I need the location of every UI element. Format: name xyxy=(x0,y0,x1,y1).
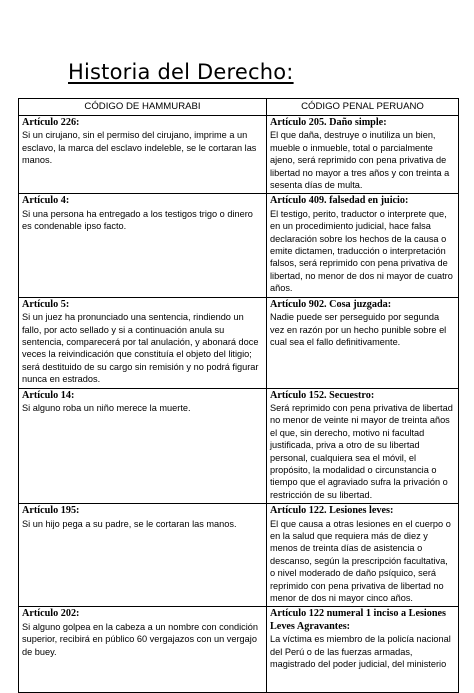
table-row xyxy=(19,116,459,194)
hammurabi-cell xyxy=(19,388,267,504)
article-text: La víctima es miembro de la policía nacional del Perú o de las fuerzas armadas, magistrado del poder judicial, del ministerio xyxy=(270,634,451,670)
article-heading: Artículo 195: xyxy=(22,505,80,517)
penal-cell xyxy=(267,297,459,388)
article-text: Si una persona ha entregado a los testigos trigo o dinero es condenable ipso facto. xyxy=(22,208,253,232)
table-row xyxy=(19,194,459,297)
penal-cell xyxy=(267,388,459,504)
hammurabi-cell xyxy=(19,297,267,388)
table-row xyxy=(19,504,459,607)
article-text: Será reprimido con pena privativa de libertad no menor de veinte ni mayor de treinta años el que, sin derecho, motivo ni facultad justificada, priva a otro de su libertad personal, cualquiera sea el móvil, el propósito, la modalidad o circunstancia o tiempo que el agraviado sufra la privación o restricción de su libertad. xyxy=(270,402,453,500)
penal-cell xyxy=(267,194,459,297)
article-heading: Artículo 5: xyxy=(22,298,70,310)
article-text: Si alguno roba un niño merece la muerte. xyxy=(22,402,191,413)
article-heading: Artículo 202: xyxy=(22,608,80,620)
document-title: Historia del Derecho: xyxy=(68,60,294,84)
article-heading: Artículo 122. Lesiones leves: xyxy=(270,505,394,517)
penal-cell xyxy=(267,116,459,194)
table-row xyxy=(19,388,459,504)
penal-cell xyxy=(267,607,459,693)
article-heading: Artículo 902. Cosa juzgada: xyxy=(270,298,392,310)
hammurabi-cell xyxy=(19,607,267,693)
hammurabi-cell xyxy=(19,504,267,607)
table-row xyxy=(19,297,459,388)
article-heading: Artículo 226: xyxy=(22,117,80,128)
article-text: El que causa a otras lesiones en el cuerpo o en la salud que requiera más de diez y menos de treinta días de asistencia o descanso, según la prescripción facultativa, o nivel moderado de daño psíquico, será reprimido con pena privativa de libertad no menor de dos ni mayor cinco años. xyxy=(270,518,451,604)
article-heading: Artículo 152. Secuestro: xyxy=(270,389,375,401)
article-text: Si alguno golpea en la cabeza a un nombre con condición superior, recibirá en público 60 vergajazos con un vergajo de buey. xyxy=(22,621,258,657)
article-text: Nadie puede ser perseguido por segunda vez en razón por un hecho punible sobre el cual sea el fallo definitivamente. xyxy=(270,312,447,347)
hammurabi-cell xyxy=(19,116,267,194)
article-heading: Artículo 14: xyxy=(22,389,75,401)
header-hammurabi: CÓDIGO DE HAMMURABI xyxy=(19,99,267,116)
hammurabi-cell xyxy=(19,194,267,297)
article-text: El testigo, perito, traductor o interprete que, en un procedimiento judicial, hace falsa declaración sobre los hechos de la causa o emite dictamen, traducción o interpretación falsos, será reprimido con pena privativa de libertad, no menor de dos ni mayor de cuatro años. xyxy=(270,208,453,294)
penal-cell xyxy=(267,504,459,607)
table-header-row xyxy=(19,99,459,116)
comparison-table xyxy=(18,98,459,693)
article-heading: Artículo 4: xyxy=(22,195,70,207)
article-heading: Artículo 409. falsedad en juicio: xyxy=(270,195,409,207)
article-heading: Artículo 122 numeral 1 inciso a Lesiones Leves Agravantes: xyxy=(270,608,447,632)
article-text: Si un cirujano, sin el permiso del cirujano, imprime a un esclavo, la marca del esclavo indeleble, se le cortaran las manos. xyxy=(22,130,257,166)
table-row xyxy=(19,607,459,693)
header-codigo-penal: CÓDIGO PENAL PERUANO xyxy=(267,99,459,116)
article-text: Si un juez ha pronunciado una sentencia, rindiendo un fallo, por acto sellado y si a continuación anula su sentencia, comparecerá por tal anulación, y abonará doce veces la reivindicación que constituía el objeto del litigio; será destituido de su cargo sin remisión y no podrá figurar nunca en estrados. xyxy=(22,312,259,385)
article-text: Si un hijo pega a su padre, se le cortaran las manos. xyxy=(22,518,237,529)
article-text: El que daña, destruye o inutiliza un bien, mueble o inmueble, total o parcialmente ajeno, será reprimido con pena privativa de libertad no mayor a tres años y con treinta a sesenta días de multa. xyxy=(270,130,450,191)
article-heading: Artículo 205. Daño simple: xyxy=(270,117,387,128)
